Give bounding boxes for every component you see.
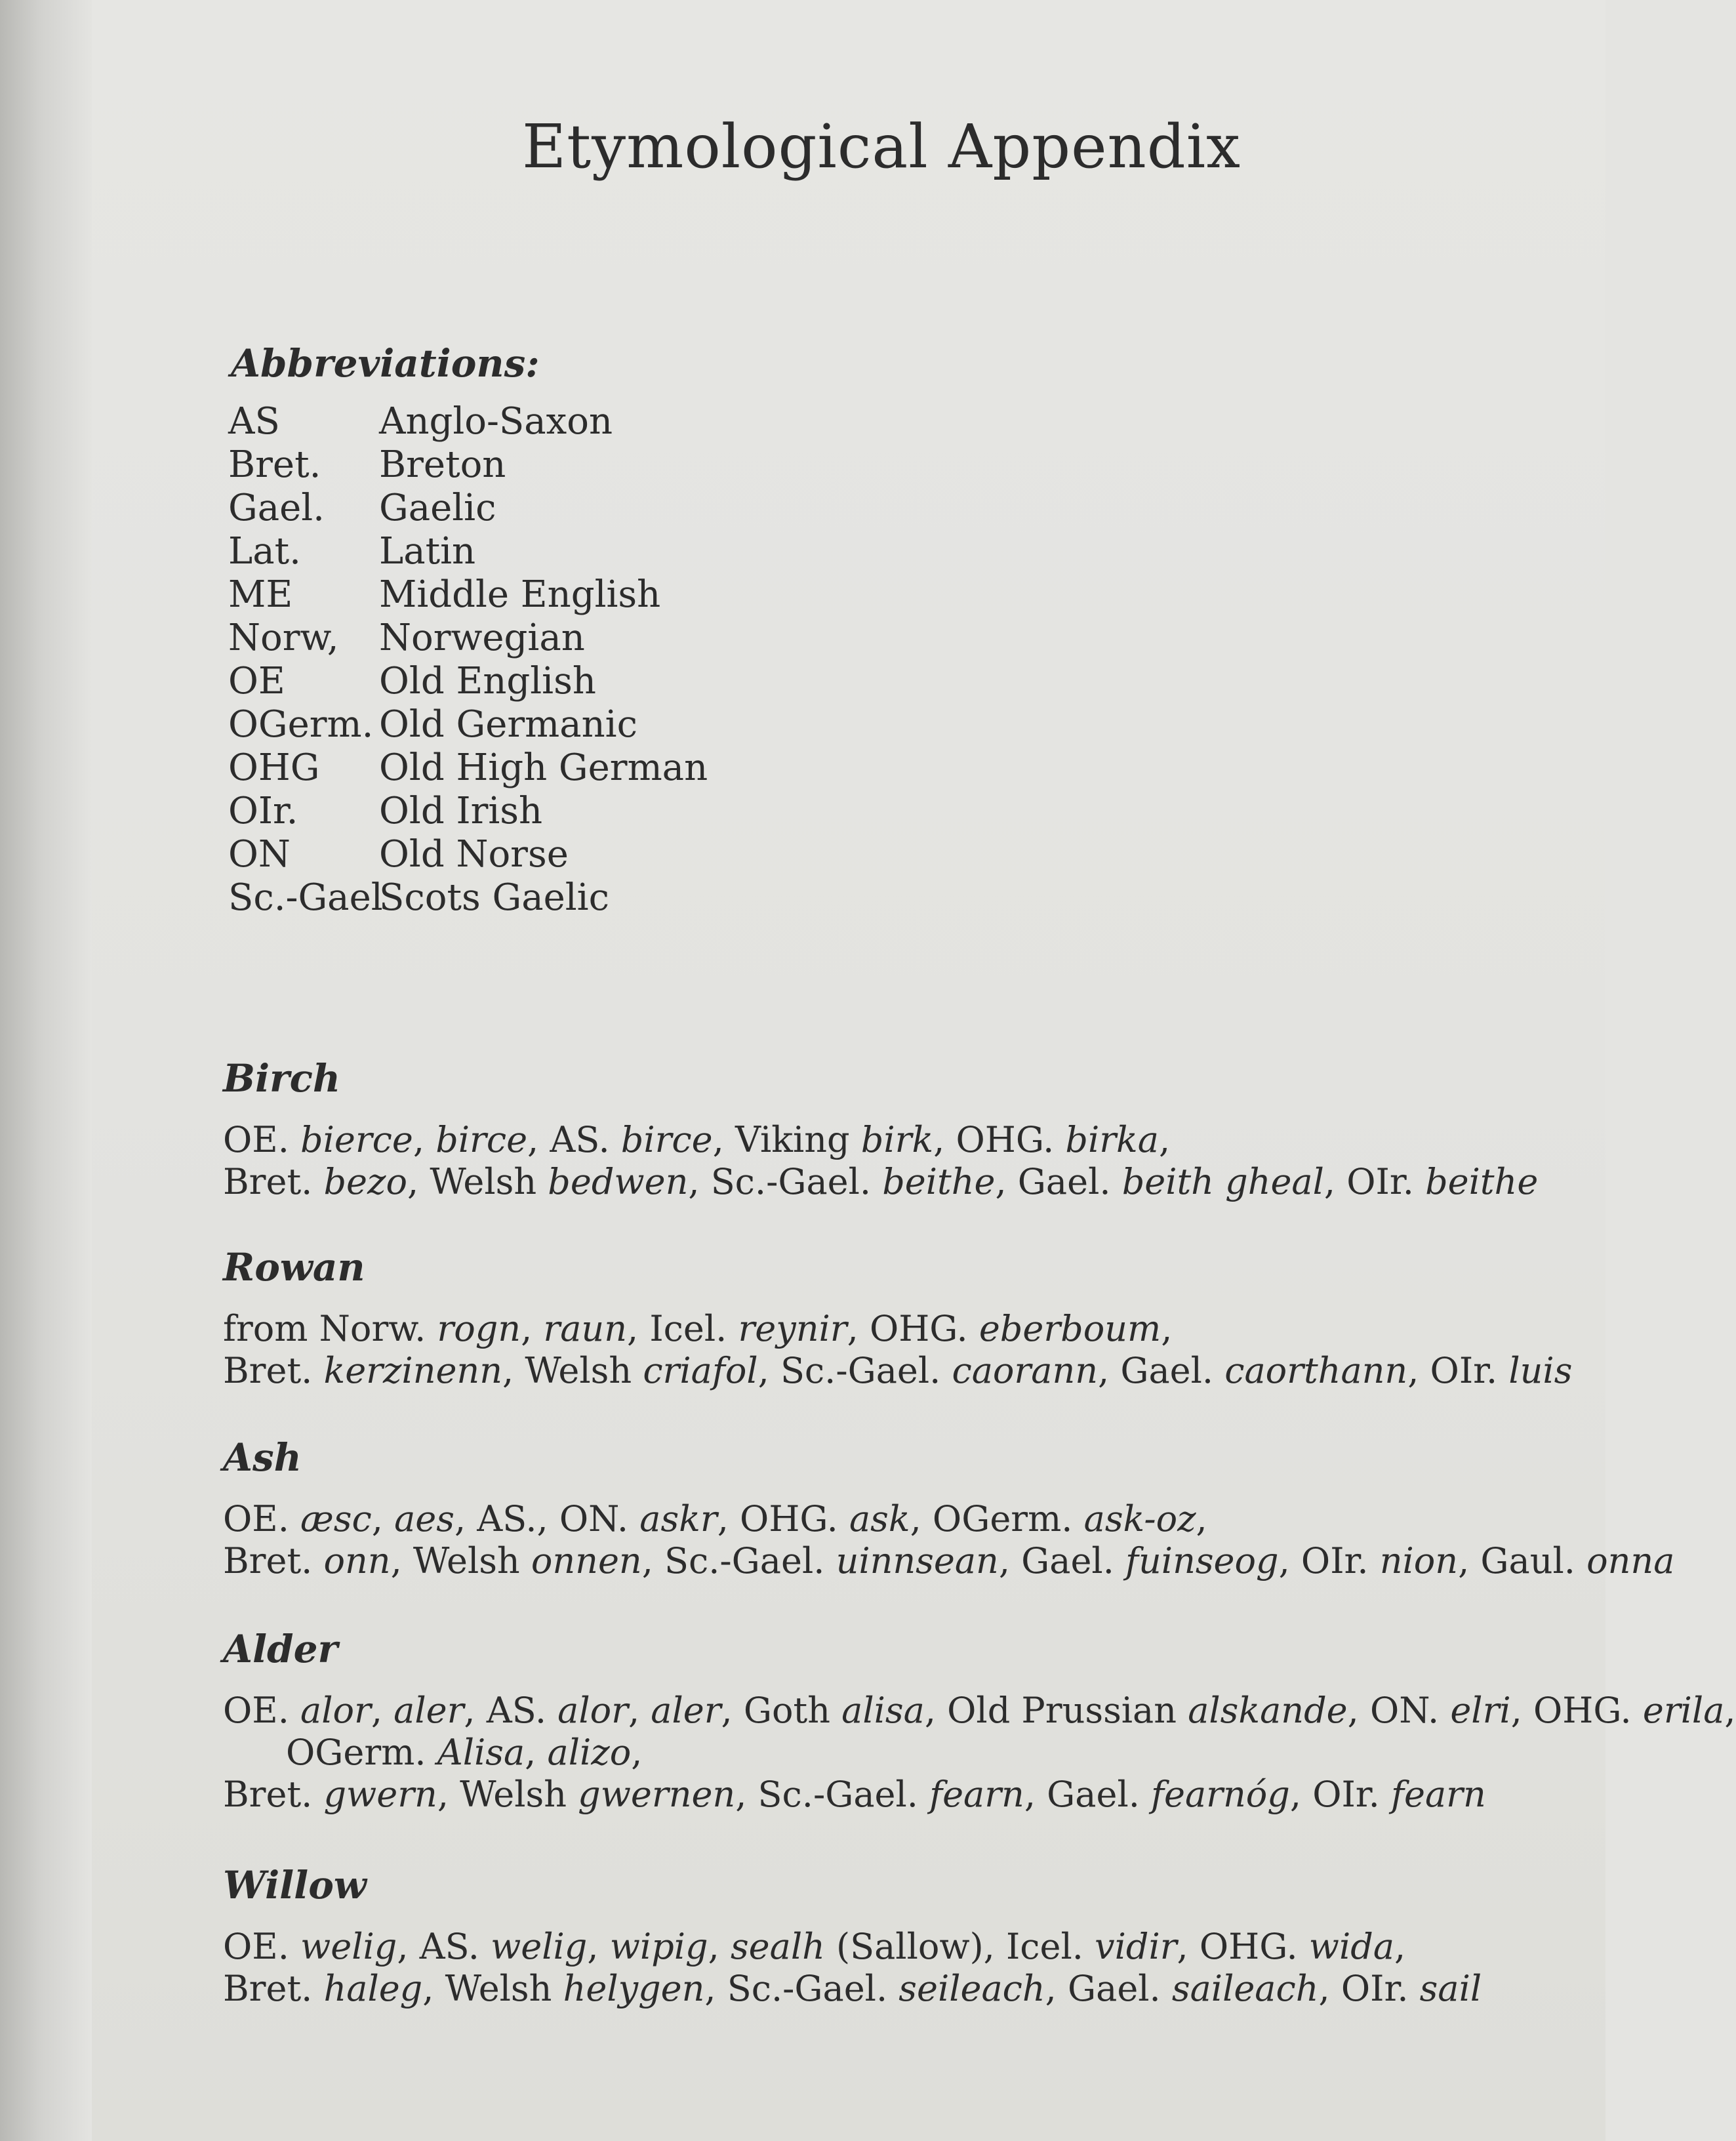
etymology-line	[223, 1540, 1675, 1582]
etymon-word: rogn	[437, 1308, 521, 1349]
etymon-word: reynir	[738, 1308, 847, 1349]
etymon-text: , Gael.	[995, 1161, 1122, 1202]
abbreviation-code: Bret.	[228, 443, 321, 486]
abbreviation-code: OE	[228, 660, 285, 703]
etymon-text: from Norw.	[223, 1308, 437, 1349]
etymon-text: Bret.	[223, 1968, 324, 2009]
etymon-word: wipig	[609, 1926, 708, 1967]
etymon-word: nion	[1379, 1540, 1459, 1581]
etymon-text: , OGerm.	[910, 1498, 1084, 1539]
etymon-word: onna	[1586, 1540, 1675, 1581]
etymon-word: askr	[639, 1498, 717, 1539]
etymon-word: caorann	[952, 1350, 1098, 1391]
etymon-text: , OIr.	[1323, 1161, 1426, 1202]
abbreviation-row	[228, 876, 708, 920]
etymon-text: ,	[371, 1498, 395, 1539]
etymon-text: ,	[708, 1926, 731, 1967]
etymon-text: ,	[1196, 1498, 1207, 1539]
etymon-word: onnen	[531, 1540, 642, 1581]
etymon-text: ,	[1158, 1119, 1171, 1160]
etymon-text: , Viking	[712, 1119, 861, 1160]
abbreviation-meaning: Old Germanic	[379, 703, 637, 746]
etymology-line	[223, 1690, 1736, 1732]
etymon-text: , Icel.	[627, 1308, 738, 1349]
abbreviation-row	[228, 617, 708, 660]
etymon-text: , Gael.	[1024, 1774, 1152, 1815]
abbreviation-row	[228, 487, 708, 530]
etymon-word: luis	[1508, 1350, 1573, 1391]
etymon-word: aes	[394, 1498, 454, 1539]
entry-heading: Rowan	[223, 1245, 365, 1290]
book-gutter	[0, 0, 92, 2141]
etymon-text: OE.	[223, 1498, 301, 1539]
abbreviation-meaning: Old Irish	[379, 790, 543, 832]
abbreviation-row	[228, 703, 708, 746]
etymon-text: , Gael.	[1045, 1968, 1172, 2009]
abbreviation-code: Sc.-Gael	[228, 876, 383, 919]
book-page	[92, 0, 1736, 2141]
etymon-word: onn	[323, 1540, 391, 1581]
entry-willow	[223, 1863, 1587, 2010]
abbreviation-meaning: Scots Gaelic	[379, 876, 609, 919]
etymon-text: OE.	[223, 1690, 301, 1731]
etymon-text: , Welsh	[407, 1161, 548, 1202]
etymon-word: seileach	[898, 1968, 1045, 2009]
etymon-text: , Welsh	[422, 1968, 563, 2009]
etymon-word: welig	[491, 1926, 588, 1967]
etymon-word: aler	[394, 1690, 464, 1731]
etymon-word: ask	[849, 1498, 910, 1539]
page-title: Etymological Appendix	[521, 112, 1241, 182]
etymon-word: caorthann	[1224, 1350, 1408, 1391]
etymology-line	[223, 1308, 1587, 1350]
etymon-text: , OHG.	[933, 1119, 1066, 1160]
abbreviation-meaning: Latin	[379, 530, 476, 573]
etymon-text: OE.	[223, 1926, 301, 1967]
etymon-text: , Old Prussian	[924, 1690, 1188, 1731]
etymon-text: , Sc.-Gael.	[688, 1161, 883, 1202]
abbreviation-row	[228, 573, 708, 617]
entry-heading: Willow	[223, 1863, 367, 1907]
etymon-word: kerzinenn	[323, 1350, 502, 1391]
etymon-word: alisa	[841, 1690, 925, 1731]
etymon-text: ,	[587, 1926, 610, 1967]
etymon-word: sail	[1419, 1968, 1482, 2009]
etymon-word: ask-oz	[1083, 1498, 1196, 1539]
etymon-text: ,	[1724, 1690, 1736, 1731]
entry-heading: Ash	[223, 1435, 302, 1480]
abbreviation-row	[228, 833, 708, 876]
etymon-text: Bret.	[223, 1350, 324, 1391]
etymon-word: fuinseog	[1125, 1540, 1279, 1581]
etymon-text: , OIr.	[1278, 1540, 1380, 1581]
abbreviation-row	[228, 530, 708, 573]
etymon-word: birka	[1065, 1119, 1159, 1160]
etymon-text: OE.	[223, 1119, 301, 1160]
entry-alder	[223, 1627, 1736, 1816]
abbreviation-code: Norw,	[228, 617, 339, 659]
etymon-word: Alisa	[437, 1732, 525, 1773]
etymon-text: , AS.	[397, 1926, 491, 1967]
abbreviation-meaning: Norwegian	[379, 617, 585, 659]
etymon-word: bezo	[323, 1161, 407, 1202]
abbreviation-meaning: Old High German	[379, 746, 708, 789]
entry-heading: Alder	[223, 1627, 338, 1671]
etymon-word: fearn	[1391, 1774, 1486, 1815]
abbreviation-code: ME	[228, 573, 293, 616]
abbreviation-meaning: Anglo-Saxon	[379, 400, 613, 443]
abbreviation-meaning: Middle English	[379, 573, 661, 616]
etymon-word: bedwen	[548, 1161, 689, 1202]
etymon-text: Bret.	[223, 1161, 324, 1202]
abbreviation-code: Lat.	[228, 530, 301, 573]
etymon-word: erila	[1642, 1690, 1725, 1731]
etymon-word: birce	[620, 1119, 713, 1160]
abbreviations-list	[228, 400, 708, 920]
etymon-word: elri	[1450, 1690, 1511, 1731]
abbreviation-code: Gael.	[228, 487, 325, 529]
etymon-text: , Sc.-Gael.	[641, 1540, 836, 1581]
etymon-text: , Gaul.	[1458, 1540, 1587, 1581]
etymon-word: eberboum	[979, 1308, 1161, 1349]
abbreviation-row	[228, 746, 708, 790]
abbreviation-meaning: Gaelic	[379, 487, 496, 529]
etymon-word: æsc	[300, 1498, 372, 1539]
etymon-word: fearn	[929, 1774, 1024, 1815]
entry-heading: Birch	[223, 1056, 341, 1101]
abbreviation-row	[228, 660, 708, 703]
etymology-line	[223, 1161, 1587, 1203]
etymon-word: haleg	[323, 1968, 423, 2009]
etymon-word: alor	[557, 1690, 628, 1731]
abbreviations-heading: Abbreviations:	[231, 341, 540, 386]
etymon-text: , OIr.	[1407, 1350, 1509, 1391]
etymon-word: alor	[300, 1690, 371, 1731]
etymology-line	[223, 1968, 1587, 2010]
etymon-text: , OIr.	[1289, 1774, 1392, 1815]
etymology-line	[223, 1498, 1587, 1540]
etymon-word: beith gheal	[1121, 1161, 1324, 1202]
abbreviation-code: AS	[228, 400, 280, 443]
etymon-text: , ON.	[1347, 1690, 1451, 1731]
etymon-text: , AS., ON.	[454, 1498, 640, 1539]
etymology-line	[223, 1774, 1587, 1816]
etymon-word: sealh	[730, 1926, 825, 1967]
abbreviation-meaning: Old English	[379, 660, 596, 703]
etymon-word: gwernen	[578, 1774, 736, 1815]
etymon-word: uinnsean	[836, 1540, 999, 1581]
etymon-text: ,	[525, 1732, 548, 1773]
etymon-text: ,	[371, 1690, 394, 1731]
etymon-text: ,	[631, 1732, 643, 1773]
etymon-text: ,	[628, 1690, 651, 1731]
abbreviation-code: OHG	[228, 746, 320, 789]
etymon-text: , Gael.	[998, 1540, 1126, 1581]
etymology-line	[223, 1926, 1587, 1968]
etymon-word: saileach	[1171, 1968, 1319, 2009]
etymon-word: vidir	[1095, 1926, 1177, 1967]
etymon-word: raun	[543, 1308, 627, 1349]
etymon-text: Bret.	[223, 1774, 324, 1815]
etymon-text: ,	[413, 1119, 436, 1160]
entry-ash	[223, 1435, 1675, 1582]
etymon-text: , AS.	[527, 1119, 621, 1160]
entry-rowan	[223, 1245, 1587, 1392]
abbreviation-row	[228, 790, 708, 833]
entry-birch	[223, 1056, 1587, 1203]
etymon-text: , Welsh	[437, 1774, 578, 1815]
etymon-text: , OHG.	[1177, 1926, 1309, 1967]
etymon-text: (Sallow), Icel.	[824, 1926, 1095, 1967]
etymon-word: alskande	[1188, 1690, 1348, 1731]
etymon-word: bierce	[300, 1119, 413, 1160]
etymon-text: , Welsh	[390, 1540, 531, 1581]
abbreviation-code: OIr.	[228, 790, 298, 832]
etymon-word: alizo	[547, 1732, 632, 1773]
etymon-word: helygen	[563, 1968, 705, 2009]
etymon-word: gwern	[323, 1774, 437, 1815]
etymon-text: ,	[1161, 1308, 1173, 1349]
etymon-text: , OHG.	[717, 1498, 849, 1539]
etymon-word: beithe	[1425, 1161, 1539, 1202]
abbreviation-row	[228, 443, 708, 487]
etymon-word: birk	[860, 1119, 934, 1160]
etymon-text: OGerm.	[286, 1732, 437, 1773]
etymon-word: welig	[300, 1926, 397, 1967]
etymon-text: , Welsh	[502, 1350, 643, 1391]
etymon-text: ,	[1394, 1926, 1406, 1967]
abbreviation-code: OGerm.	[228, 703, 374, 746]
abbreviation-meaning: Breton	[379, 443, 506, 486]
etymon-text: , AS.	[464, 1690, 558, 1731]
etymology-line	[223, 1732, 1587, 1774]
etymon-text: , OHG.	[847, 1308, 979, 1349]
etymon-word: beithe	[882, 1161, 996, 1202]
etymon-text: , Gael.	[1098, 1350, 1225, 1391]
etymology-line	[223, 1119, 1587, 1161]
etymon-text: , OIr.	[1318, 1968, 1420, 2009]
etymon-word: birce	[435, 1119, 528, 1160]
etymon-text: , Sc.-Gael.	[704, 1968, 899, 2009]
etymon-word: wida	[1308, 1926, 1395, 1967]
etymon-word: aler	[651, 1690, 721, 1731]
abbreviation-code: ON	[228, 833, 291, 876]
etymon-text: Bret.	[223, 1540, 324, 1581]
abbreviation-meaning: Old Norse	[379, 833, 569, 876]
etymon-text: ,	[521, 1308, 544, 1349]
abbreviation-row	[228, 400, 708, 443]
etymon-word: criafol	[643, 1350, 758, 1391]
etymology-line	[223, 1350, 1587, 1392]
etymon-word: fearnóg	[1151, 1774, 1290, 1815]
etymon-text: , OHG.	[1510, 1690, 1643, 1731]
etymon-text: , Sc.-Gael.	[735, 1774, 930, 1815]
etymon-text: , Sc.-Gael.	[757, 1350, 952, 1391]
etymon-text: , Goth	[721, 1690, 842, 1731]
